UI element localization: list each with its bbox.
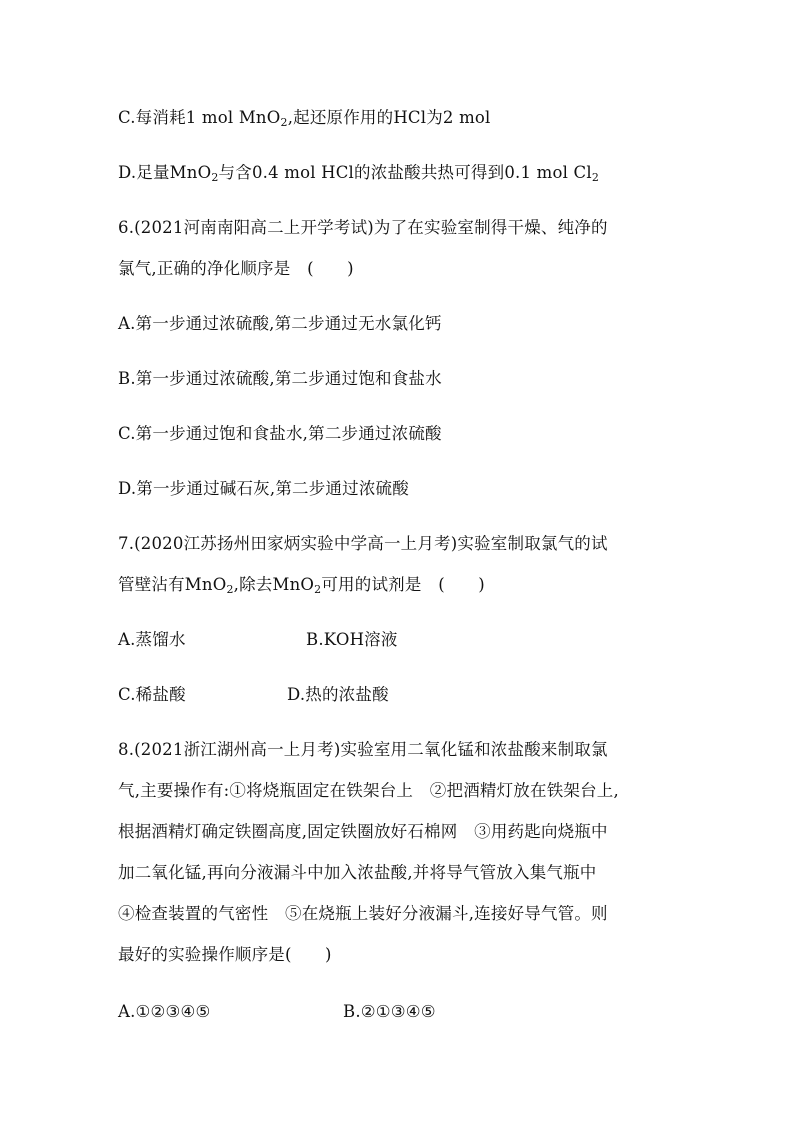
q5-option-c-text-b: ,起还原作用的HCl为2 mol xyxy=(287,108,491,127)
q6-stem-line-1: 6.(2021河南南阳高二上开学考试)为了在实验室制得干燥、纯净的 xyxy=(118,218,608,237)
q5-option-c-text-a: C.每消耗1 mol MnO xyxy=(118,108,281,127)
q5-option-d xyxy=(118,163,599,183)
q7-option-d: D.热的浓盐酸 xyxy=(287,685,389,704)
q7-option-b: B.KOH溶液 xyxy=(306,630,398,649)
q7-option-a: A.蒸馏水 xyxy=(118,630,186,649)
q5-option-c xyxy=(118,108,491,128)
q7-stem-line-1: 7.(2020江苏扬州田家炳实验中学高一上月考)实验室制取氯气的试 xyxy=(118,534,608,553)
q8-stem-line-6: 最好的实验操作顺序是( ) xyxy=(118,945,332,964)
q7-stem-subscript-2: 2 xyxy=(314,583,322,596)
q8-stem-line-3: 根据酒精灯确定铁圈高度,固定铁圈放好石棉网 ③用药匙向烧瓶中 xyxy=(118,822,608,841)
q6-option-b: B.第一步通过浓硫酸,第二步通过饱和食盐水 xyxy=(118,369,442,388)
q7-options-row-1 xyxy=(118,630,398,650)
q5-option-d-text-b: 与含0.4 mol HCl的浓盐酸共热可得到0.1 mol Cl xyxy=(218,163,592,182)
q8-option-a: A.①②③④⑤ xyxy=(118,1002,211,1021)
q6-stem-line-2: 氯气,正确的净化顺序是 ( ) xyxy=(118,259,354,278)
q8-stem-line-1: 8.(2021浙江湖州高一上月考)实验室用二氧化锰和浓盐酸来制取氯 xyxy=(118,740,608,759)
q8-options-row-1 xyxy=(118,1002,436,1022)
q7-stem-text-b: ,除去MnO xyxy=(233,575,315,594)
q7-stem-subscript-1: 2 xyxy=(226,583,234,596)
q8-stem-line-5: ④检查装置的气密性 ⑤在烧瓶上装好分液漏斗,连接好导气管。则 xyxy=(118,904,608,923)
q5-option-d-subscript-1: 2 xyxy=(211,171,219,184)
q8-option-b: B.②①③④⑤ xyxy=(343,1002,436,1021)
q6-option-c: C.第一步通过饱和食盐水,第二步通过浓硫酸 xyxy=(118,424,442,443)
q7-stem-text-a: 管壁沾有MnO xyxy=(118,575,227,594)
q6-option-d: D.第一步通过碱石灰,第二步通过浓硫酸 xyxy=(118,479,409,498)
q8-stem-line-2: 气,主要操作有:①将烧瓶固定在铁架台上 ②把酒精灯放在铁架台上, xyxy=(118,781,619,800)
q7-stem-text-c: 可用的试剂是 ( ) xyxy=(321,575,485,594)
q6-option-a: A.第一步通过浓硫酸,第二步通过无水氯化钙 xyxy=(118,314,442,333)
q5-option-d-subscript-2: 2 xyxy=(591,171,600,184)
q5-option-d-text-a: D.足量MnO xyxy=(118,163,212,182)
q7-options-row-2 xyxy=(118,685,389,705)
q5-option-c-subscript: 2 xyxy=(280,116,288,129)
q7-option-c: C.稀盐酸 xyxy=(118,685,186,704)
q7-stem-line-2 xyxy=(118,575,485,595)
q8-stem-line-4: 加二氧化锰,再向分液漏斗中加入浓盐酸,并将导气管放入集气瓶中 xyxy=(118,863,597,882)
